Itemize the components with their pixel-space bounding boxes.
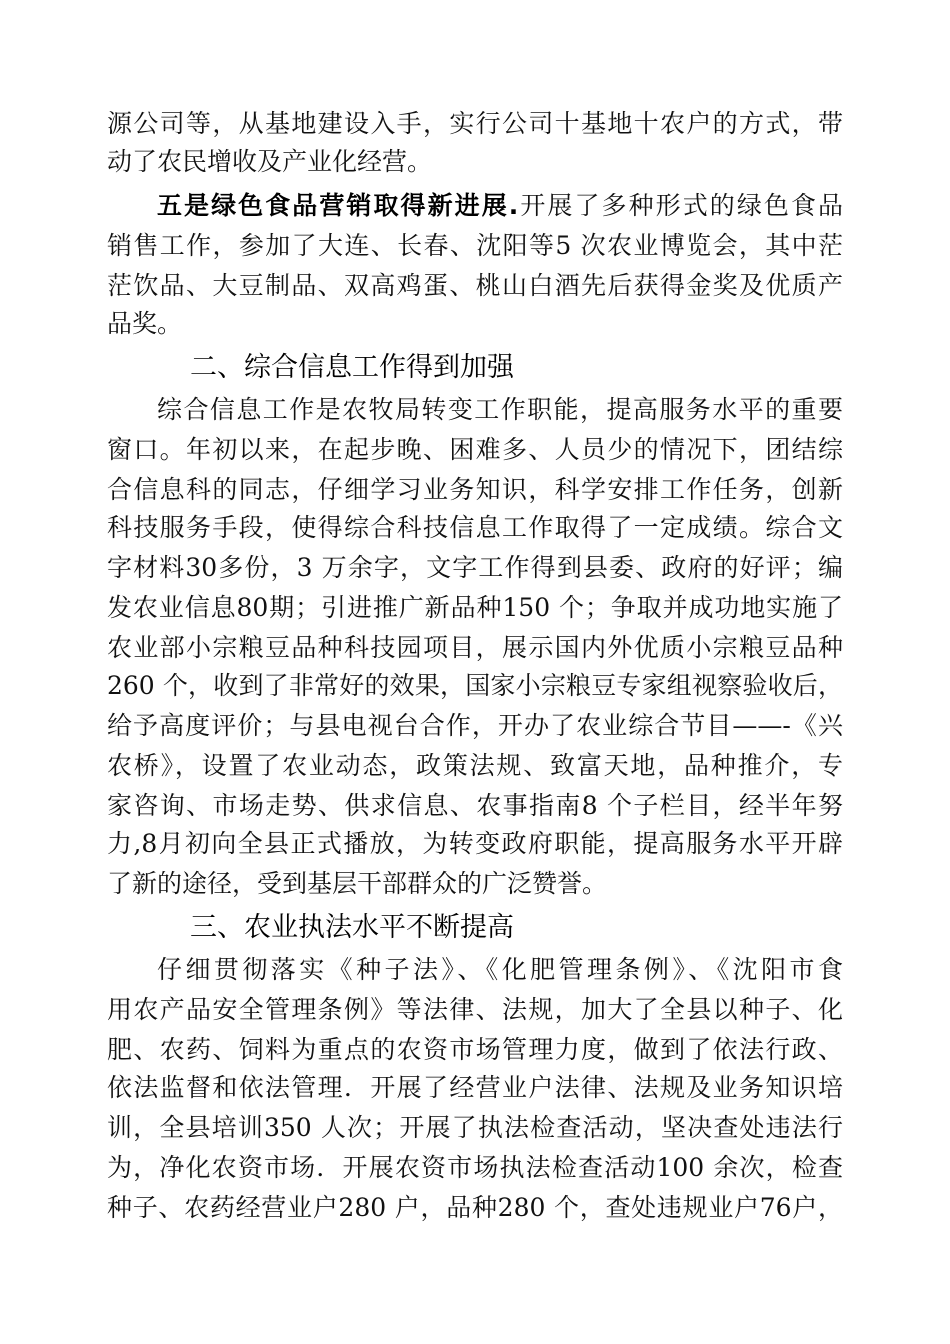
paragraph-line: 字材料30多份，3 万余字，文字工作得到县委、政府的好评；编 (107, 553, 843, 582)
bold-lead-text: 五是绿色食品营销取得新进展. (157, 191, 519, 220)
paragraph-line: 仔细贯彻落实《种子法》、《化肥管理条例》、《沈阳市食 (157, 955, 843, 984)
paragraph-line: 农业部小宗粮豆品种科技园项目，展示国内外优质小宗粮豆品种 (107, 633, 843, 662)
paragraph-line: 了新的途径，受到基层干部群众的广泛赞誉。 (107, 869, 608, 898)
paragraph-line: 综合信息工作是农牧局转变工作职能，提高服务水平的重要 (157, 395, 843, 424)
paragraph-line: 源公司等，从基地建设入手，实行公司十基地十农户的方式，带 (107, 109, 843, 138)
paragraph-line: 品奖。 (107, 309, 183, 338)
paragraph-line: 力,8月初向全县正式播放，为转变政府职能，提高服务水平开辟 (107, 829, 843, 858)
paragraph-line: 260 个，收到了非常好的效果，国家小宗粮豆专家组视察验收后， (107, 671, 843, 700)
paragraph-line: 训，全县培训350 人次；开展了执法检查活动，坚决查处违法行 (107, 1113, 843, 1142)
lead-rest-text: 开展了多种形式的绿色食品 (518, 191, 843, 220)
paragraph-line: 茫饮品、大豆制品、双高鸡蛋、桃山白酒先后获得金奖及优质产 (107, 271, 843, 300)
section-heading: 二、综合信息工作得到加强 (190, 352, 514, 383)
paragraph-line: 为，净化农资市场．开展农资市场执法检查活动100 余次，检查 (107, 1153, 843, 1182)
paragraph-line: 种子、农药经营业户280 户，品种280 个，查处违规业户76户， (107, 1193, 843, 1222)
section-heading: 三、农业执法水平不断提高 (190, 912, 514, 943)
paragraph-line: 用农产品安全管理条例》等法律、法规，加大了全县以种子、化 (107, 995, 843, 1024)
paragraph-line: 动了农民增收及产业化经营。 (107, 147, 433, 176)
paragraph-line: 销售工作，参加了大连、长春、沈阳等5 次农业博览会，其中茫 (107, 231, 843, 260)
paragraph-line: 科技服务手段，使得综合科技信息工作取得了一定成绩。综合文 (107, 513, 843, 542)
paragraph-line: 窗口。年初以来，在起步晚、困难多、人员少的情况下，团结综 (107, 435, 843, 464)
paragraph-line: 肥、农药、饲料为重点的农资市场管理力度，做到了依法行政、 (107, 1035, 843, 1064)
paragraph-line: 依法监督和依法管理．开展了经营业户法律、法规及业务知识培 (107, 1073, 843, 1102)
paragraph-line: 农桥》，设置了农业动态，政策法规、致富天地，品种推介，专 (107, 751, 843, 780)
paragraph-line: 发农业信息80期；引进推广新品种150 个；争取并成功地实施了 (107, 593, 843, 622)
paragraph-line: 家咨询、市场走势、供求信息、农事指南8 个子栏目，经半年努 (107, 791, 843, 820)
paragraph-line: 给予高度评价；与县电视台合作，开办了农业综合节目——-《兴 (107, 711, 843, 740)
paragraph-lead-line (157, 186, 843, 226)
paragraph-line: 合信息科的同志，仔细学习业务知识，科学安排工作任务，创新 (107, 475, 843, 504)
